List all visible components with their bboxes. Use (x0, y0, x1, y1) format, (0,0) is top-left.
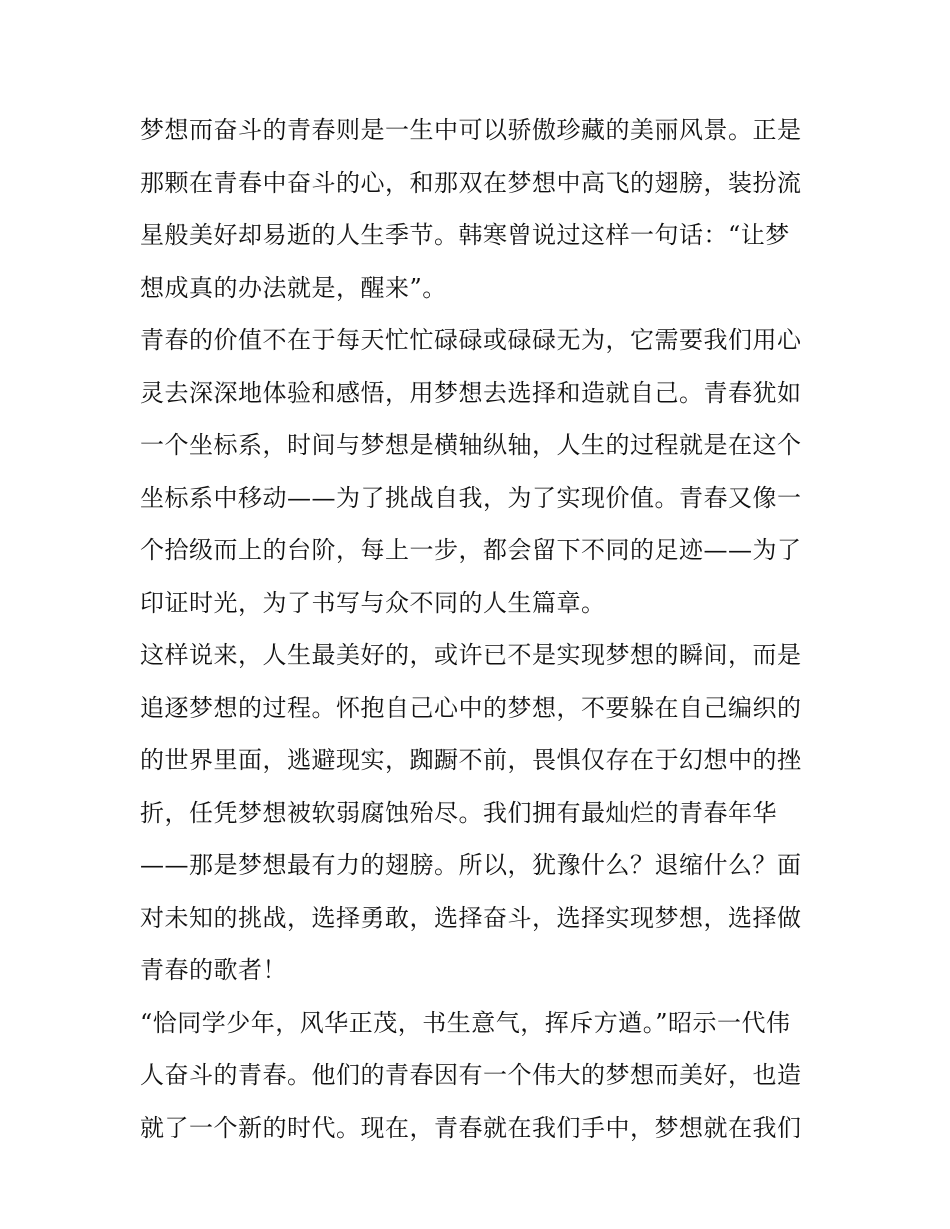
text-line: “恰同学少年，风华正茂，书生意气，挥斥方遒。”昭示一代伟 (140, 1008, 791, 1037)
text-line: 坐标系中移动——为了挑战自我，为了实现价值。青春又像一 (140, 483, 802, 512)
text-line: 就了一个新的时代。现在，青春就在我们手中，梦想就在我们 (140, 1113, 802, 1142)
text-line: 一个坐标系，时间与梦想是横轴纵轴，人生的过程就是在这个 (140, 431, 802, 459)
text-line: 青春的歌者！ (140, 956, 287, 984)
text-line: 想成真的办法就是，醒来”。 (140, 273, 447, 302)
document-body (140, 104, 820, 1154)
text-line: 星般美好却易逝的人生季节。韩寒曾说过这样一句话：“让梦 (140, 221, 790, 249)
paragraph-2 (140, 314, 820, 629)
text-line: 人奋斗的青春。他们的青春因有一个伟大的梦想而美好，也造 (140, 1061, 802, 1089)
text-line: 折，任凭梦想被软弱腐蚀殆尽。我们拥有最灿烂的青春年华 (140, 798, 777, 827)
text-line: 那颗在青春中奋斗的心，和那双在梦想中高飞的翅膀，装扮流 (140, 168, 802, 197)
text-line: 对未知的挑战，选择勇敢，选择奋斗，选择实现梦想，选择做 (140, 903, 802, 932)
text-line: 灵去深深地体验和感悟，用梦想去选择和造就自己。青春犹如 (140, 378, 802, 407)
text-line: 的世界里面，逃避现实，踟蹰不前，畏惧仅存在于幻想中的挫 (140, 746, 802, 774)
text-line: 个拾级而上的台阶，每上一步，都会留下不同的足迹——为了 (140, 536, 802, 564)
text-line: 青春的价值不在于每天忙忙碌碌或碌碌无为，它需要我们用心 (140, 326, 802, 354)
text-line: 追逐梦想的过程。怀抱自己心中的梦想，不要躲在自己编织的 (140, 693, 802, 722)
text-line: 印证时光，为了书写与众不同的人生篇章。 (140, 588, 606, 617)
text-line: 梦想而奋斗的青春则是一生中可以骄傲珍藏的美丽风景。正是 (140, 116, 802, 144)
paragraph-4 (140, 997, 820, 1155)
text-line: ——那是梦想最有力的翅膀。所以，犹豫什么？退缩什么？面 (140, 851, 802, 879)
paragraph-1 (140, 104, 820, 314)
text-line: 这样说来，人生最美好的，或许已不是实现梦想的瞬间，而是 (140, 641, 802, 669)
paragraph-3 (140, 629, 820, 997)
